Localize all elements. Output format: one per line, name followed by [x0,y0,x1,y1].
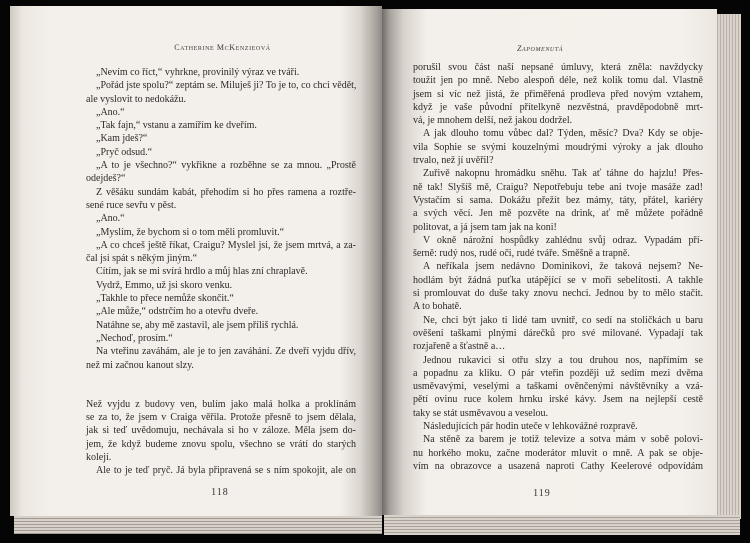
text-line: ně tak! Slyšíš mě, Craigu? Nepotřebuju tebe ani tvoje masáže zad! [413,181,703,193]
paragraph [413,167,703,233]
text-line: jsem si víc než jistá, že přiměřená prodleva před novým vztahem, [413,88,703,100]
text-line: Následujících pár hodin uteče v lehkovážné rozpravě. [423,421,638,433]
text-line: vím na obrazovce a usazená naproti Cathy Keelerové odpovídám [413,460,703,472]
right-page-body [413,61,703,473]
paragraph [86,66,356,79]
text-line: Jednou rukavici si otřu slzy a tou druhou nos, napřímím se [423,354,703,366]
text-line: „Nevím co říct,“ vyhrkne, provinilý výraz ve tváři. [96,67,300,78]
left-page-number: 118 [211,487,229,498]
text-line: vá, je mnohem delší, než jakou dodržel. [413,115,573,127]
text-line: usměvavými, veselými a taškami ověnčenými návštěvníky a vzá- [413,381,703,393]
paragraph [86,79,356,106]
left-running-header: Catherine McKenzieová [174,43,271,52]
text-line: „Tak fajn,“ vstanu a zamířím ke dveřím. [96,120,257,132]
text-line: si promlouvat do duše taky znovu nechci. Jednou by to mělo stačit. [413,288,703,300]
paragraph [86,292,356,305]
text-line: „Myslím, že bychom si o tom měli promluvit.“ [96,226,285,238]
text-line: jak si teď uvědomuju, nechávala si ho v záloze. Měla jsem do- [86,425,356,437]
paragraph [86,265,356,278]
text-line: Cítím, jak se mi svírá hrdlo a můj hlas zní chraplavě. [96,266,308,278]
text-line: „Takhle to přece nemůže skončit.“ [96,293,234,305]
paragraph [86,279,356,292]
paragraph [413,127,703,167]
text-line: kolejí. [86,452,112,464]
text-line: Natáhne se, aby mě zastavil, ale jsem příliš rychlá. [96,319,299,331]
paragraph [86,345,356,372]
paragraph [86,132,356,145]
paragraph [86,226,356,239]
paragraph [413,420,703,433]
text-line: Ne, chci být jako ti lidé tam uvnitř, co sedí na stoličkách u baru [423,314,703,326]
text-line: V okně nárožní hospůdky zahlédnu svůj odraz. Vypadám pří- [423,234,703,246]
text-line: Než vyjdu z budovy ven, bulím jako malá holka a proklínám [86,398,356,410]
paragraph [413,433,703,473]
text-line: čal jsi spát s někým jiným.“ [86,253,198,265]
text-line: a svých věcí. Jen mě pozvěte na drink, ať mě můžete pořádně [413,208,703,220]
text-line: Zuřivě nakopnu hromádku sněhu. Tak ať táhne do hajzlu! Přes- [423,168,703,180]
paragraph [413,354,703,420]
text-line: „Kam jdeš?“ [96,133,148,145]
paragraph [86,398,356,464]
text-line: vila Sophie se svými kouzelnými moudrými výroky a jak dlouho [413,141,703,153]
text-line: politovat, a já jsem tam jak na koni! [413,221,557,233]
paragraph [86,159,356,186]
paragraph [86,212,356,225]
text-line: sené ruce sevřu v pěst. [86,199,177,211]
text-line: trvalo, než jí uvěřil? [413,155,494,167]
text-line: „Nechoď, prosím.“ [96,332,173,344]
text-line: Z věšáku sundám kabát, přehodím si ho přes ramena a roztře- [96,186,356,198]
right-page-edges [715,14,741,519]
paragraph [86,305,356,318]
paragraph [86,119,356,132]
text-line: se za to, že jsem v Craiga věřila. Protože přesně to jsem dělala, [86,412,356,424]
right-running-header: Zapomenutá [516,44,564,53]
text-line: „Ale může,“ odstrčím ho a otevřu dveře. [96,306,259,318]
text-line: taky se stát usměvavou a veselou. [413,407,548,419]
text-line: „A co chceš ještě říkat, Craigu? Myslel jsi, že jsem mrtvá, a za- [96,239,356,251]
text-line: „Pořád jste spolu?“ zeptám se. Miluješ ji? To je to, co chci vědět, [96,80,357,92]
text-line: toužit jen po mně. Nebo alespoň déle, než kolik tomu dal. Vlastně [413,75,703,87]
text-line: když je vaše původní přítelkyně nezvěstná, pravděpodobně mrt- [413,101,703,113]
text-line: A neříkala jsem nedávno Dominikovi, že taková nejsem? Ne- [423,261,703,273]
text-line: jem, že když budeme znovu spolu, všechno se vrátí do starých [86,438,356,450]
left-page-body [86,66,356,478]
text-line: Vystačím si sama. Dokážu přežít bez mámy, táty, přátel, kariéry [413,194,703,206]
text-line: „Ano.“ [96,213,125,225]
paragraph [86,239,356,266]
paragraph [86,106,356,119]
text-line: „Ano.“ [96,106,125,118]
paragraph [413,260,703,313]
text-line: nu horkého moku, začne moderátor mluvit o mně. A pak se obje- [413,447,703,459]
text-line: a popadnu za kliku. O pár vteřin později už sedím mezi dvěma [413,367,703,379]
section-break [86,372,356,398]
text-line: než mi začnou kanout slzy. [86,359,194,371]
text-line: hodlám být žádná puťka utápějící se v moři sebelítosti. A takhle [413,274,703,286]
text-line: Vydrž, Emmo, už jsi skoro venku. [96,279,233,291]
right-page-number: 119 [533,488,551,499]
text-line: pětí ovinu ruce kolem hrnku irské kávy. Jsem na nejlepší cestě [413,394,703,406]
text-line: Na vteřinu zaváhám, ale je to jen zaváhání. Ze dveří vyjdu dřív, [96,346,356,358]
text-line: ale vyslovit to nedokážu. [86,93,186,105]
paragraph [86,319,356,332]
text-line: porušil svou část naší nepsané úmluvy, která zněla: navždycky [413,62,703,73]
text-line: „Pryč odsud.“ [96,146,153,158]
text-line: A to bohatě. [413,301,462,313]
paragraph [413,314,703,354]
paragraph [86,332,356,345]
right-page-bottom-edges [384,515,740,535]
text-line: Ale to je teď pryč. Já byla připravená se s ním spokojit, ale on [96,465,356,477]
paragraph [413,234,703,261]
text-line: odejdeš?“ [86,173,126,185]
paragraph [86,146,356,159]
left-page-bottom-edges [14,516,382,534]
text-line: Na stěně za barem je totiž televize a sotva mám v sobě polovi- [423,434,703,446]
text-line: ověšení taškami plnými dárečků pro své milované. Vypadají tak [413,327,703,339]
text-line: šerně: rudý nos, rudé oči, rudé tváře. Směšně a trapně. [413,248,630,260]
text-line: rozjařeně a šťastně a… [413,341,506,353]
paragraph [86,464,356,477]
text-line: „A to je všechno?“ vykřikne a rozběhne se za mnou. „Prostě [96,160,356,172]
paragraph [413,61,703,127]
paragraph [86,186,356,213]
text-line: A jak dlouho tomu vůbec dal? Týden, měsíc? Dva? Kdy se obje- [423,128,703,140]
